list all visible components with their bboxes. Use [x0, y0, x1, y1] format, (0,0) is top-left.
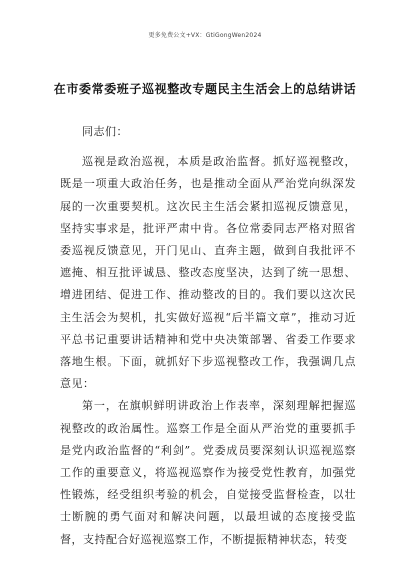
watermark-text: 更多免费公文+VX：GtiGongWen2024 — [148, 32, 262, 39]
document-body — [60, 121, 356, 551]
paragraph-1: 巡视是政治巡视，本质是政治监督。抓好巡视整改，既是一项重大政治任务，也是推动全面从严治党向纵深发展的一次重要契机。这次民主生活会紧扣巡视反馈意见，坚持实事求是，批评严肃中肯。各位常委同志严格对照省委巡视反馈意见，开门见山、直奔主题，做到自我批评不遮掩、相互批评诚恳、整改态度坚决，达到了统一思想、增进团结、促进工作、推动整改的目的。我们要以这次民主生活会为契机，扎实做好巡视“后半篇文章”，推动习近平总书记重要讲话精神和党中央决策部署、省委工作要求落地生根。下面，就抓好下步巡视整改工作，我强调几点意见： — [60, 155, 356, 391]
salutation: 同志们： — [82, 125, 128, 138]
paragraph-2: 第一，在旗帜鲜明讲政治上作表率，深刻理解把握巡视整改的政治属性。巡察工作是全面从严治党的重要抓手是党内政治监督的“利剑”。党委成员要深刻认识巡视巡察工作的重要意义，将巡视巡察作为接受党性教育，加强党性锻炼，经受组织考验的机会，自觉接受监督检查，以壮士断腕的勇气面对和解决问题，以最坦诚的态度接受监督，支持配合好巡视巡察工作，不断提振精神状态，转变 — [60, 399, 356, 546]
document-title: 在市委常委班子巡视整改专题民主生活会上的总结讲话 — [53, 82, 357, 96]
